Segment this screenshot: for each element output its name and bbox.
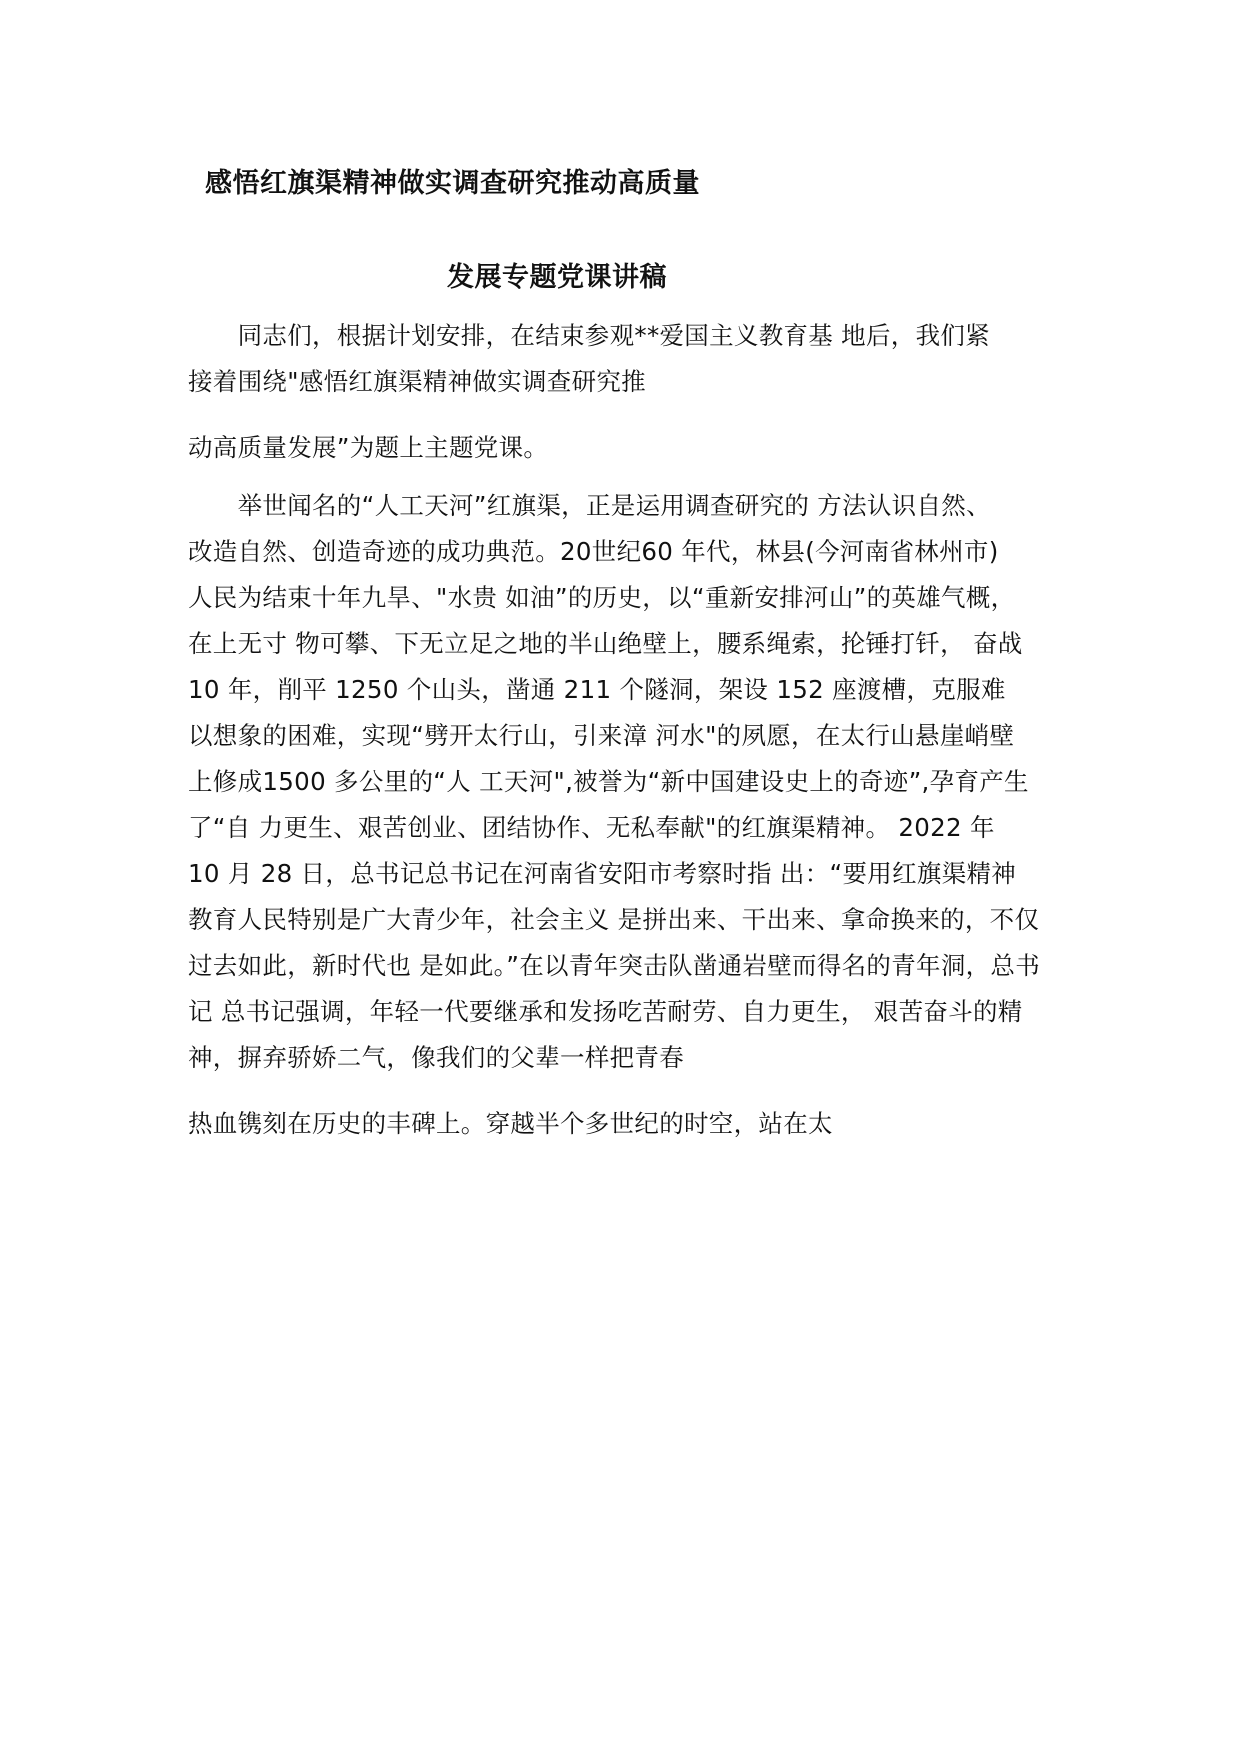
- body-line: 人民为结束十年九旱、"水贵 如油”的历史，以“重新安排河山”的英雄气概，: [188, 583, 1016, 612]
- body-line: 接着围绕"感悟红旗渠精神做实调查研究推: [188, 367, 646, 396]
- body-line: 热血镌刻在历史的丰碑上。穿越半个多世纪的时空，站在太: [188, 1109, 833, 1138]
- document-title-line-1: 感悟红旗渠精神做实调查研究推动高质量: [205, 168, 700, 199]
- body-line: 以想象的困难，实现“劈开太行山，引来漳 河水"的夙愿，在太行山悬崖峭壁: [188, 721, 1015, 750]
- body-line: 神，摒弃骄娇二气，像我们的父辈一样把青春: [188, 1043, 684, 1072]
- body-line: 上修成1500 多公里的“人 工天河",被誉为“新中国建设史上的奇迹”,孕育产生: [188, 767, 1029, 796]
- body-line: 动高质量发展”为题上主题党课。: [188, 433, 549, 462]
- body-line: 了“自 力更生、艰苦创业、团结协作、无私奉献"的红旗渠精神。 2022 年: [188, 813, 995, 842]
- body-line: 在上无寸 物可攀、下无立足之地的半山绝壁上，腰系绳索，抡锤打钎， 奋战: [188, 629, 1023, 658]
- body-line: 记 总书记强调，年轻一代要继承和发扬吃苦耐劳、自力更生， 艰苦奋斗的精: [188, 997, 1023, 1026]
- body-line: 10 月 28 日，总书记总书记在河南省安阳市考察时指 出：“要用红旗渠精神: [188, 859, 1017, 888]
- body-line: 改造自然、创造奇迹的成功典范。20世纪60 年代，林县(今河南省林州市): [188, 537, 999, 566]
- body-line: 同志们，根据计划安排，在结束参观**爱国主义教育基 地后，我们紧: [188, 321, 990, 350]
- body-line: 过去如此，新时代也 是如此。”在以青年突击队凿通岩壁而得名的青年洞，总书: [188, 951, 1041, 980]
- body-line: 教育人民特别是广大青少年，社会主义 是拼出来、干出来、拿命换来的，不仅: [188, 905, 1040, 934]
- body-line: 举世闻名的“人工天河”红旗渠，正是运用调查研究的 方法认识自然、: [188, 491, 991, 520]
- document-title-line-2: 发展专题党课讲稿: [447, 262, 667, 293]
- body-line: 10 年，削平 1250 个山头，凿通 211 个隧洞，架设 152 座渡槽，克服难: [188, 675, 1006, 704]
